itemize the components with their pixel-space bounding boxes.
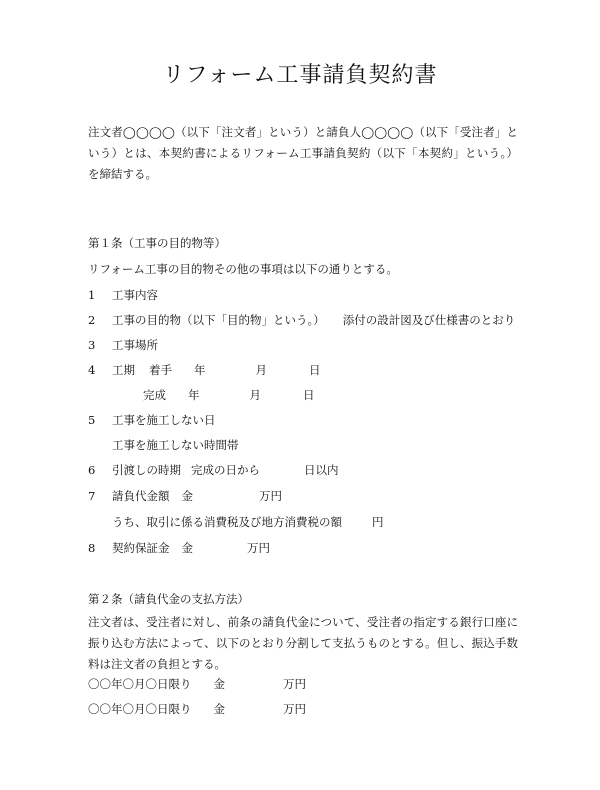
- item-extra: 添付の設計図及び仕様書のとおり: [342, 313, 516, 327]
- unit-label: 万円: [259, 489, 282, 503]
- completion-month: 月: [249, 388, 261, 402]
- item-number: 8: [88, 541, 96, 555]
- tax-unit: 円: [372, 515, 384, 529]
- start-year: 年: [194, 363, 206, 377]
- start-label: 着手: [149, 363, 172, 377]
- item-suffix: 日以内: [304, 463, 339, 477]
- payment-date: 〇〇年〇月〇日限り: [88, 702, 192, 716]
- item-text: 工事を施工しない日: [112, 413, 216, 427]
- article1-lead: リフォーム工事の目的物その他の事項は以下の通りとする。: [88, 262, 398, 276]
- article1-item-8: [88, 541, 270, 556]
- payment-kin: 金: [213, 702, 225, 716]
- completion-day: 日: [303, 388, 315, 402]
- item-text: 工期: [112, 363, 135, 377]
- tax-text: うち、取引に係る消費税及び地方消費税の額: [112, 515, 342, 529]
- item-text: 工事内容: [112, 288, 158, 302]
- item-extra: 完成の日から: [191, 463, 260, 477]
- item-text: 引渡しの時期: [112, 463, 181, 477]
- payment-row-1: [88, 677, 306, 692]
- unit-label: 万円: [247, 541, 270, 555]
- article2-heading: 第２条（請負代金の支払方法）: [88, 592, 249, 606]
- item-number: 1: [88, 288, 96, 302]
- completion-year: 年: [188, 388, 200, 402]
- item-number: 2: [88, 313, 96, 327]
- payment-unit: 万円: [283, 702, 306, 716]
- start-day: 日: [309, 363, 321, 377]
- payment-unit: 万円: [283, 677, 306, 691]
- item-number: 5: [88, 413, 96, 427]
- item-text: 請負代金額: [112, 489, 170, 503]
- payment-kin: 金: [213, 677, 225, 691]
- article1-item-6: [88, 463, 339, 478]
- article1-item-2: [88, 313, 515, 328]
- article1-item-4: [88, 363, 321, 378]
- tax-line: [112, 515, 384, 530]
- item-text: 工事の目的物（以下「目的物」という。）: [112, 313, 325, 327]
- article1-heading: 第１条（工事の目的物等）: [88, 236, 226, 250]
- document-title: リフォーム工事請負契約書: [162, 63, 438, 88]
- item-number: 3: [88, 338, 96, 352]
- article1-item-1: [88, 288, 158, 303]
- completion-label: 完成: [143, 388, 166, 402]
- payment-date: 〇〇年〇月〇日限り: [88, 677, 192, 691]
- intro-paragraph: 注文者◯◯◯◯（以下「注文者」という）と請負人◯◯◯◯（以下「受注者」という）とは、本契約書によるリフォーム工事請負契約（以下「本契約」という。）を締結する。: [88, 125, 518, 181]
- article2-body: 注文者は、受注者に対し、前条の請負代金について、受注者の指定する銀行口座に振り込む方法によって、以下のとおり分割して支払うものとする。但し、振込手数料は注文者の負担とする。: [88, 615, 518, 671]
- item-text: 工事場所: [112, 338, 158, 352]
- item-number: 7: [88, 489, 96, 503]
- completion-line: [143, 388, 315, 403]
- article1-item-7: [88, 489, 282, 504]
- start-month: 月: [255, 363, 267, 377]
- payment-row-2: [88, 702, 306, 717]
- article1-item-5: [88, 413, 216, 428]
- kin-label: 金: [181, 489, 193, 503]
- item-number: 6: [88, 463, 96, 477]
- item-number: 4: [88, 363, 96, 377]
- no-work-hours: 工事を施工しない時間帯: [112, 438, 239, 452]
- kin-label: 金: [181, 541, 193, 555]
- item-text: 契約保証金: [112, 541, 170, 555]
- article1-item-3: [88, 338, 158, 353]
